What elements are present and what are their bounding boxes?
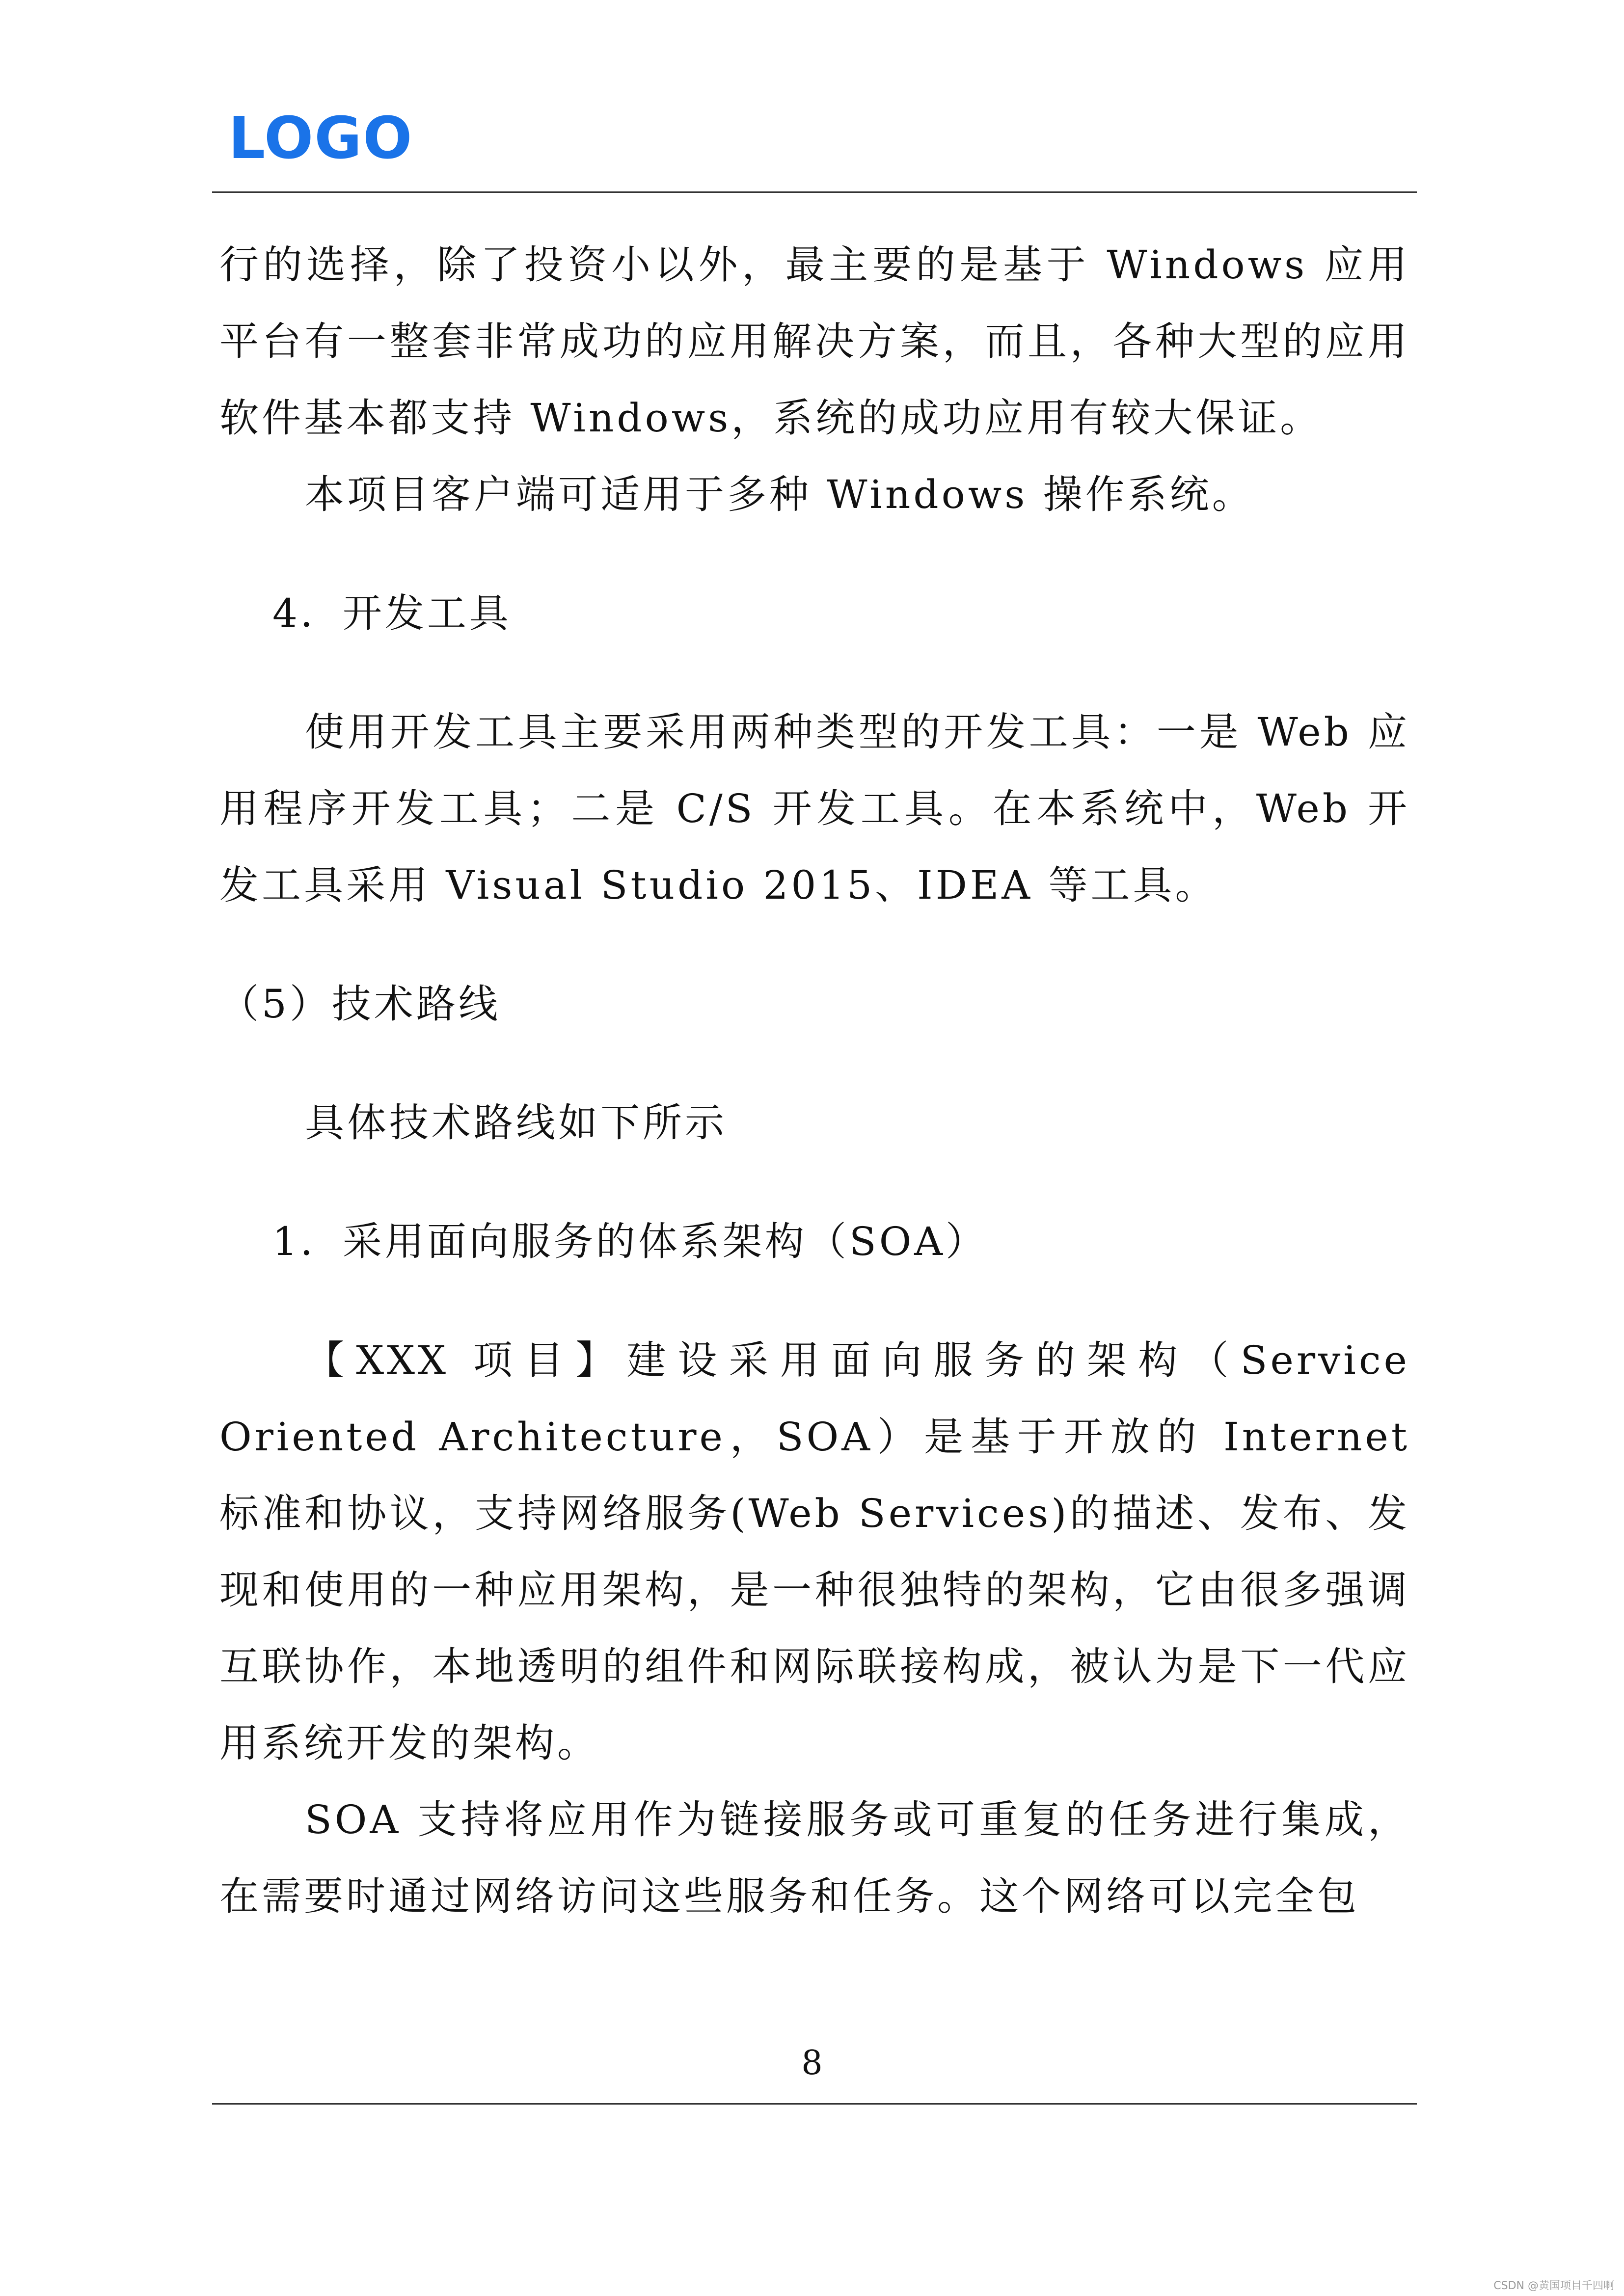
page-number: 8 — [801, 2044, 823, 2082]
watermark: CSDN @黄国项目千四啊 — [1493, 2280, 1614, 2292]
paragraph-dev-tools: 使用开发工具主要采用两种类型的开发工具：一是 Web 应用程序开发工具；二是 C/S 开发工具。在本系统中，Web 开发工具采用 Visual Studio 2015、IDEA 等工具。 — [219, 709, 1410, 908]
paragraph-soa-support: SOA 支持将应用作为链接服务或可重复的任务进行集成，在需要时通过网络访问这些服务和任务。这个网络可以完全包 — [219, 1797, 1410, 1919]
document-body — [219, 227, 1410, 1935]
footer-divider — [212, 2103, 1417, 2105]
heading-soa: 1．采用面向服务的体系架构（SOA） — [272, 1219, 988, 1264]
header-divider — [212, 191, 1417, 193]
paragraph-tech-route-intro: 具体技术路线如下所示 — [305, 1100, 727, 1146]
logo: LOGO — [228, 104, 413, 172]
heading-tech-route: （5）技术路线 — [219, 981, 501, 1027]
paragraph-windows-platform: 行的选择，除了投资小以外，最主要的是基于 Windows 应用平台有一整套非常成功的应用解决方案，而且，各种大型的应用软件基本都支持 Windows，系统的成功应用有较大保证。 — [219, 242, 1410, 441]
paragraph-soa-definition: 【XXX 项目】建设采用面向服务的架构（Service Oriented Architecture，SOA）是基于开放的 Internet 标准和协议，支持网络服务(Web Services)的描述、发布、发现和使用的一种应用架构，是一种很独特的架构，它由很多强调互联协作，本地透明的组件和网际联接构成，被认为是下一代应用系统开发的架构。 — [219, 1337, 1410, 1766]
heading-dev-tools: 4．开发工具 — [272, 590, 512, 636]
paragraph-client-os: 本项目客户端可适用于多种 Windows 操作系统。 — [305, 472, 1254, 517]
